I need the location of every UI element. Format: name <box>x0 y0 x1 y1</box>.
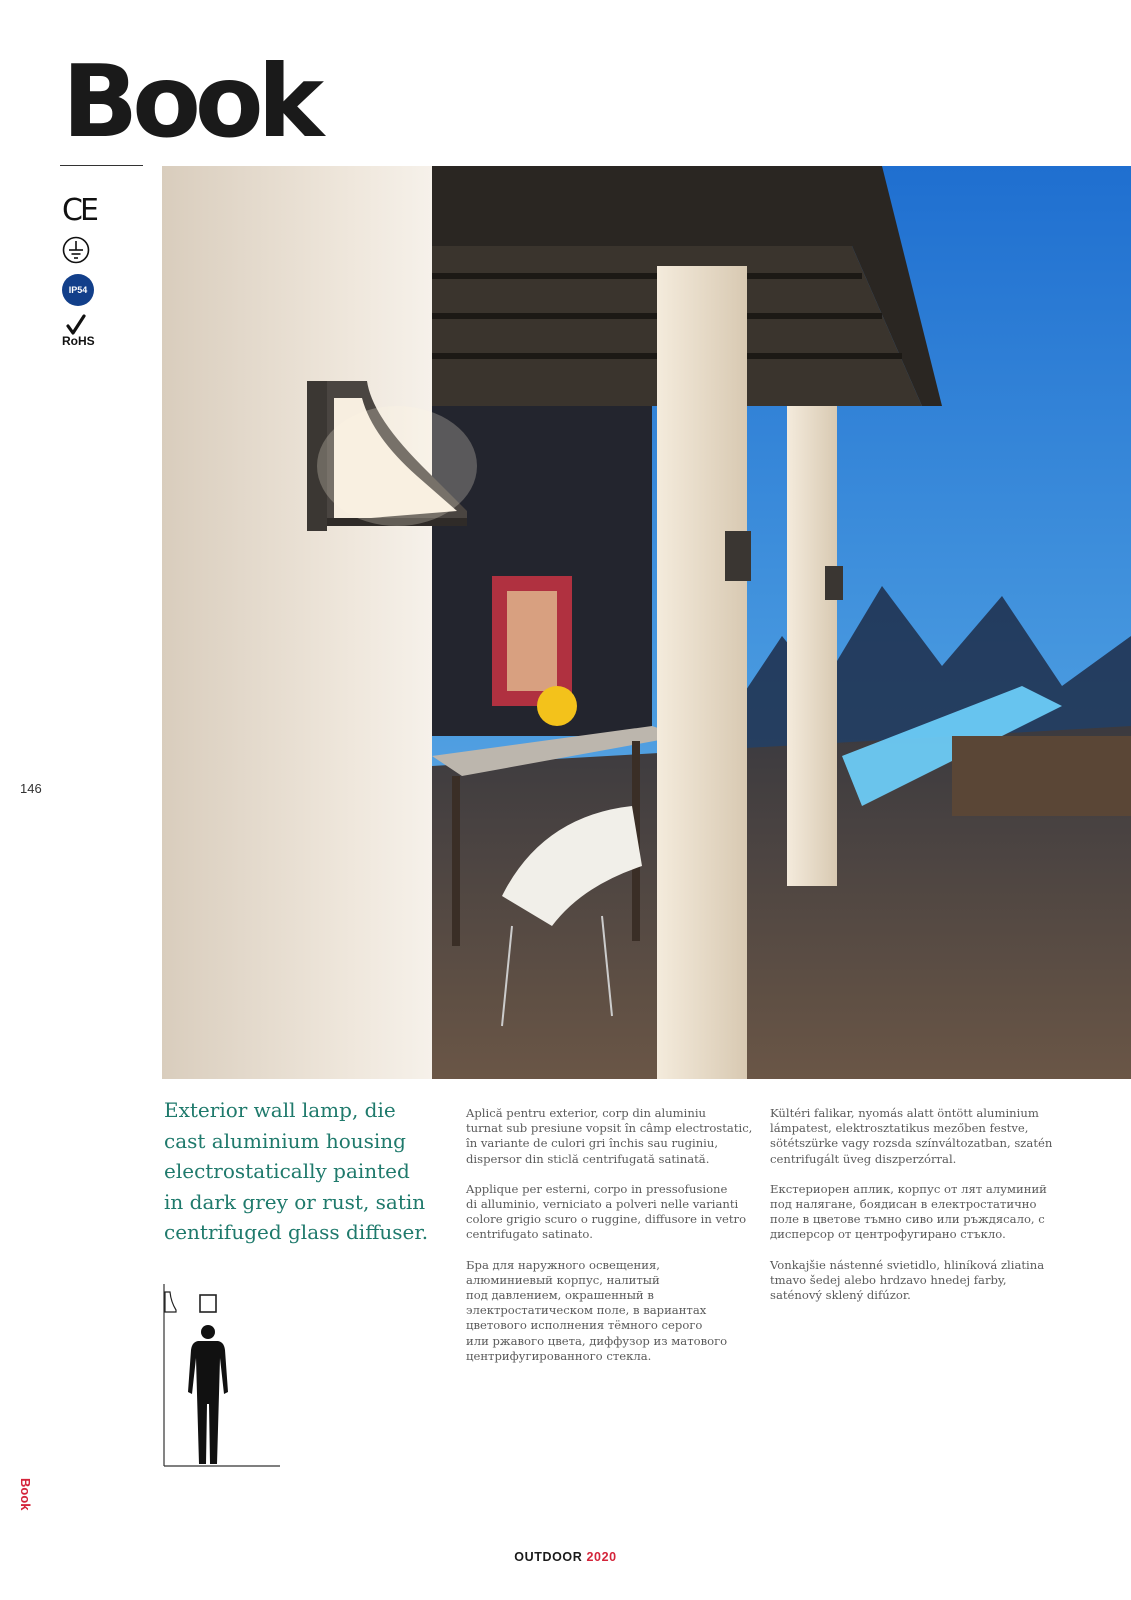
page-number: 146 <box>20 781 42 796</box>
rohs-label: RoHS <box>62 334 95 348</box>
title-divider <box>60 165 143 166</box>
description-hu: Kültéri falikar, nyomás alatt öntött aluminium lámpatest, elektrosztatikus mezőben festve, sötétszürke vagy rozsda színváltozatban, szatén centrifugált üveg diszperzórral. <box>770 1106 1053 1166</box>
description-sk: Vonkajšie nástenné svietidlo, hliníková zliatina tmavo šedej alebo hrdzavo hnedej farby, saténový sklený difúzor. <box>770 1257 1045 1303</box>
footer-label: OUTDOOR <box>514 1550 583 1564</box>
page-footer <box>0 1550 1131 1564</box>
description-it: Applique per esterni, corpo in pressofusione di alluminio, verniciato a polveri nelle varianti colore grigio scuro o ruggine, diffusore in vetro centrifugato satinato. <box>466 1181 747 1242</box>
ce-mark-icon: CE <box>62 193 96 228</box>
earth-ground-icon <box>62 236 90 264</box>
description-column-1 <box>466 1106 756 1379</box>
product-photo <box>162 166 1131 1079</box>
human-scale-diagram <box>162 1284 282 1467</box>
side-section-label: Book <box>18 1478 33 1511</box>
footer-year: 2020 <box>586 1550 617 1564</box>
page-title: Book <box>62 43 319 160</box>
product-description-lead: Exterior wall lamp, die cast aluminium housing electrostatically painted in dark grey or rust, satin centrifuged glass diffuser. <box>164 1098 429 1244</box>
ip54-badge-icon: IP54 <box>62 274 94 306</box>
description-ru: Бра для наружного освещения, алюминиевый корпус, налитый под давлением, окрашенный в электростатическом поле, в вариантах цветового исполнения тёмного серого или ржавого цвета, диффузор из матового центрифугированного стекла. <box>466 1257 728 1363</box>
rohs-icon <box>62 314 102 348</box>
description-column-2 <box>770 1106 1060 1318</box>
description-ro: Aplică pentru exterior, corp din aluminiu turnat sub presiune vopsit în câmp electrostatic, în variante de culori gri închis sau ruginiu, dispersor din sticlă centrifugată satinată. <box>466 1106 753 1166</box>
description-bg: Екстериорен аплик, корпус от лят алуминий под налягане, боядисан в електростатично поле в цветове тъмно сиво или ръждясало, с дисперсор от центрофугирано стъкло. <box>770 1181 1047 1242</box>
